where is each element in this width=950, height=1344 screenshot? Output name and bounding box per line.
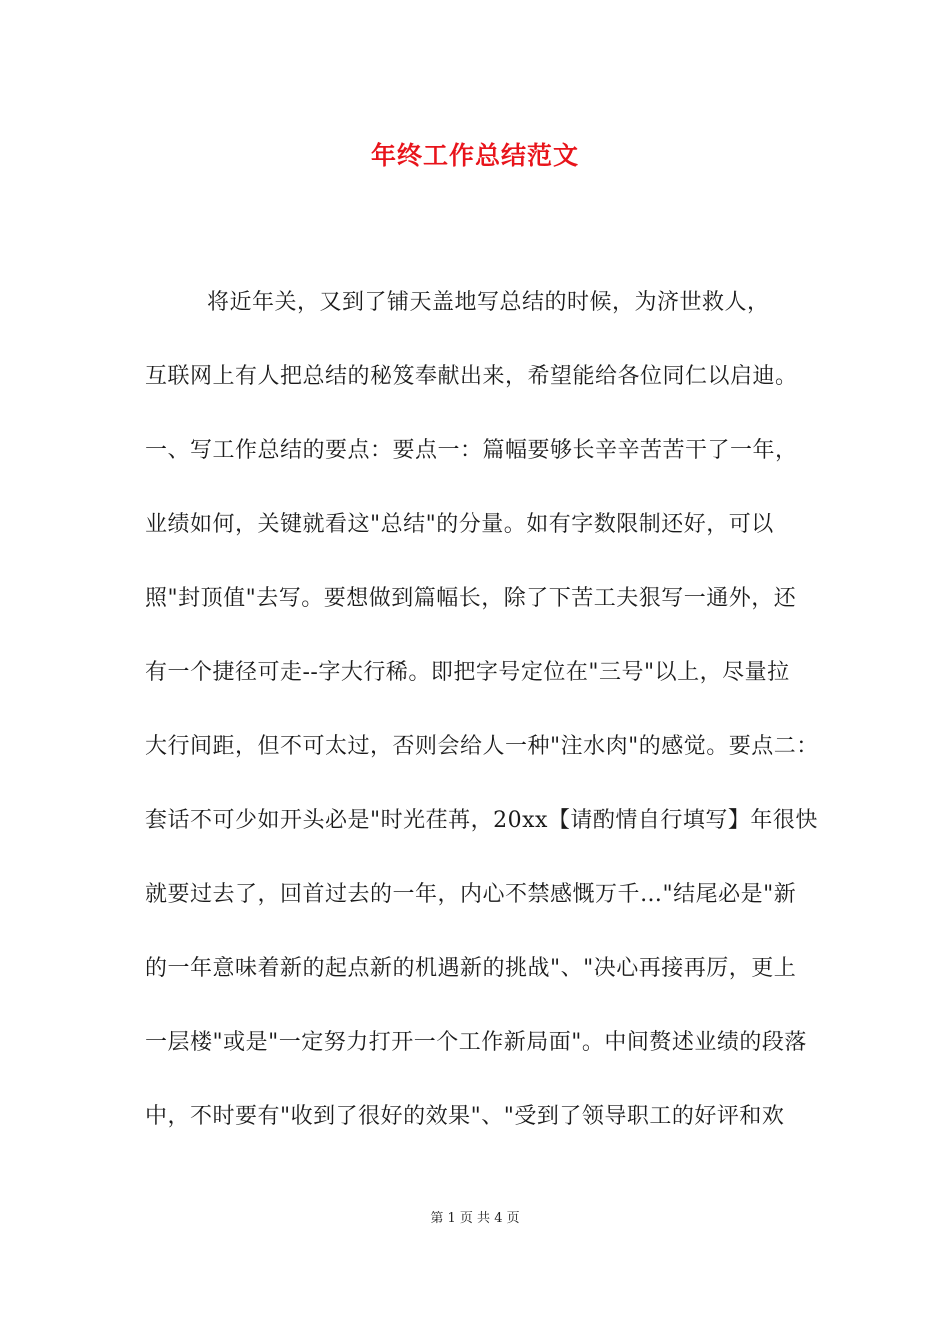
body-line-3: 一、写工作总结的要点：要点一：篇幅要够长辛辛苦苦干了一年， — [145, 438, 798, 463]
body-line-1: 将近年关，又到了铺天盖地写总结的时候，为济世救人， — [207, 290, 770, 315]
body-line-10: 的一年意味着新的起点新的机遇新的挑战"、"决心再接再厉，更上 — [145, 956, 797, 981]
body-line-12: 中，不时要有"收到了很好的效果"、"受到了领导职工的好评和欢 — [145, 1104, 785, 1129]
body-line-11: 一层楼"或是"一定努力打开一个工作新局面"。中间赘述业绩的段落 — [145, 1030, 807, 1055]
page-footer: 第 1 页 共 4 页 — [430, 1211, 520, 1226]
body-line-9: 就要过去了，回首过去的一年，内心不禁感慨万千…"结尾必是"新 — [145, 882, 797, 907]
body-line-5: 照"封顶值"去写。要想做到篇幅长，除了下苦工夫狠写一通外，还 — [145, 586, 797, 611]
document-title: 年终工作总结范文 — [370, 141, 579, 170]
body-line-7: 大行间距，但不可太过，否则会给人一种"注水肉"的感觉。要点二： — [145, 734, 819, 759]
body-line-6: 有一个捷径可走--字大行稀。即把字号定位在"三号"以上，尽量拉 — [145, 660, 790, 685]
body-line-2: 互联网上有人把总结的秘笈奉献出来，希望能给各位同仁以启迪。 — [145, 364, 798, 389]
body-line-4: 业绩如何，关键就看这"总结"的分量。如有字数限制还好，可以 — [145, 512, 774, 537]
body-line-8: 套话不可少如开头必是"时光荏苒，20xx【请酌情自行填写】年很快 — [145, 808, 818, 833]
